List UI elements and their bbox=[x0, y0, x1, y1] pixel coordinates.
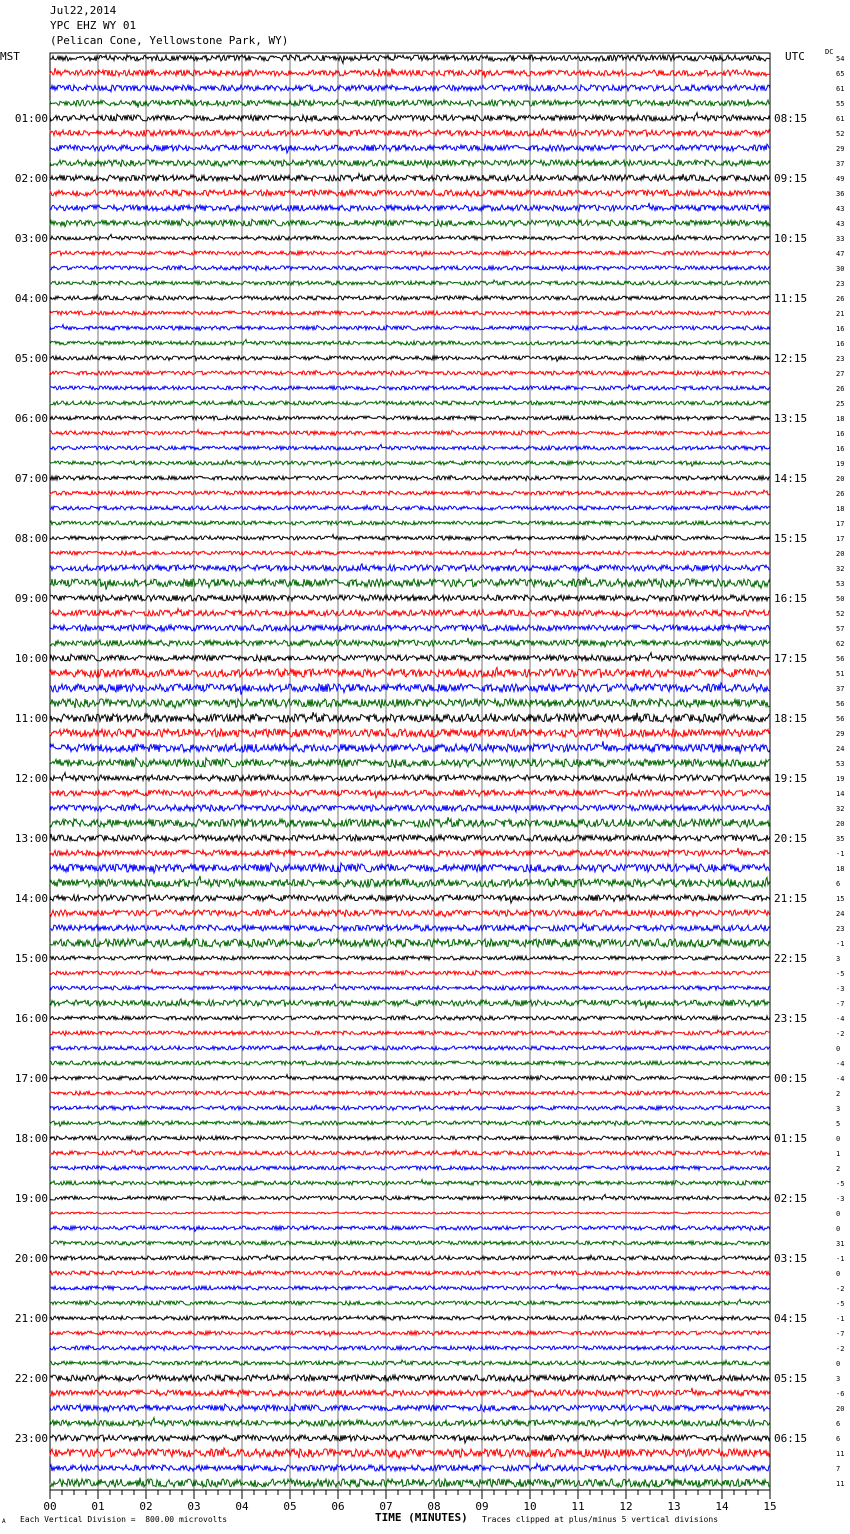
dc-offset-label: -1 bbox=[836, 940, 845, 948]
dc-offset-label: 20 bbox=[836, 550, 845, 558]
right-hour-label: 00:15 bbox=[774, 1072, 808, 1085]
dc-offset-label: -1 bbox=[836, 1315, 845, 1323]
x-axis-title: TIME (MINUTES) bbox=[375, 1511, 468, 1524]
seismic-trace bbox=[50, 999, 770, 1008]
x-tick-label: 07 bbox=[379, 1500, 393, 1513]
seismic-trace bbox=[50, 1241, 770, 1246]
seismic-trace bbox=[50, 521, 770, 525]
seismic-trace bbox=[50, 984, 770, 990]
right-axis-label: UTC bbox=[785, 50, 805, 63]
dc-offset-label: 52 bbox=[836, 130, 845, 138]
seismic-trace bbox=[50, 817, 770, 827]
dc-offset-label: 26 bbox=[836, 385, 845, 393]
seismic-trace bbox=[50, 295, 770, 300]
x-tick-label: 02 bbox=[139, 1500, 153, 1513]
seismic-trace bbox=[50, 863, 770, 873]
seismic-trace bbox=[50, 144, 770, 153]
left-hour-label: 13:00 bbox=[14, 832, 48, 845]
right-hour-label: 15:15 bbox=[774, 532, 808, 545]
seismic-trace bbox=[50, 1166, 770, 1170]
dc-offset-label: 0 bbox=[836, 1360, 841, 1368]
right-hour-label: 19:15 bbox=[774, 772, 808, 785]
right-hour-label: 02:15 bbox=[774, 1192, 808, 1205]
seismic-trace bbox=[50, 667, 770, 678]
seismic-trace bbox=[50, 1075, 770, 1081]
seismic-trace bbox=[50, 251, 770, 256]
dc-offset-label: 19 bbox=[836, 775, 845, 783]
dc-offset-label: -5 bbox=[836, 1300, 845, 1308]
x-tick-label: 01 bbox=[91, 1500, 105, 1513]
seismic-trace bbox=[50, 876, 770, 887]
dc-offset-label: -4 bbox=[836, 1075, 845, 1083]
seismic-trace bbox=[50, 1180, 770, 1186]
seismic-trace bbox=[50, 311, 770, 315]
dc-offset-label: 29 bbox=[836, 730, 845, 738]
dc-offset-label: 24 bbox=[836, 910, 845, 918]
left-hour-label: 08:00 bbox=[14, 532, 48, 545]
seismic-trace bbox=[50, 280, 770, 285]
seismic-trace bbox=[50, 266, 770, 271]
dc-offset-label: 6 bbox=[836, 1435, 841, 1443]
seismic-trace bbox=[50, 460, 770, 466]
dc-offset-label: 23 bbox=[836, 355, 845, 363]
seismic-trace bbox=[50, 834, 770, 841]
left-hour-label: 14:00 bbox=[14, 892, 48, 905]
seismic-trace bbox=[50, 1464, 770, 1471]
left-hour-label: 04:00 bbox=[14, 292, 48, 305]
dc-offset-label: 18 bbox=[836, 865, 845, 873]
right-hour-label: 20:15 bbox=[774, 832, 808, 845]
dc-offset-label: 16 bbox=[836, 325, 845, 333]
seismic-trace bbox=[50, 773, 770, 782]
dc-offset-label: 61 bbox=[836, 115, 845, 123]
dc-offset-label: 47 bbox=[836, 250, 845, 258]
right-hour-label: 04:15 bbox=[774, 1312, 808, 1325]
seismic-trace bbox=[50, 174, 770, 181]
dc-offset-label: 16 bbox=[836, 445, 845, 453]
dc-offset-label: -7 bbox=[836, 1330, 845, 1338]
dc-offset-label: 1 bbox=[836, 1150, 841, 1158]
dc-offset-label: 20 bbox=[836, 1405, 845, 1413]
dc-offset-label: 43 bbox=[836, 205, 845, 213]
left-hour-label: 18:00 bbox=[14, 1132, 48, 1145]
seismic-trace bbox=[50, 113, 770, 122]
dc-offset-label: 17 bbox=[836, 520, 845, 528]
seismic-trace bbox=[50, 1315, 770, 1320]
left-hour-label: 07:00 bbox=[14, 472, 48, 485]
dc-offset-label: 55 bbox=[836, 100, 845, 108]
dc-offset-label: 14 bbox=[836, 790, 845, 798]
dc-offset-label: 3 bbox=[836, 1105, 841, 1113]
x-tick-label: 12 bbox=[619, 1500, 633, 1513]
seismic-trace bbox=[50, 970, 770, 976]
seismic-trace bbox=[50, 1299, 770, 1305]
dc-offset-label: 18 bbox=[836, 415, 845, 423]
right-hour-label: 01:15 bbox=[774, 1132, 808, 1145]
right-hour-label: 10:15 bbox=[774, 232, 808, 245]
dc-offset-label: 2 bbox=[836, 1090, 841, 1098]
dc-offset-label: 65 bbox=[836, 70, 845, 78]
left-axis-label: MST bbox=[0, 50, 20, 63]
dc-offset-label: 30 bbox=[836, 265, 845, 273]
dc-offset-label: 53 bbox=[836, 760, 845, 768]
seismic-trace bbox=[50, 653, 770, 662]
dc-offset-label: 11 bbox=[836, 1450, 845, 1458]
seismic-trace bbox=[50, 371, 770, 376]
right-hour-label: 18:15 bbox=[774, 712, 808, 725]
dc-offset-label: 16 bbox=[836, 340, 845, 348]
dc-offset-label: 51 bbox=[836, 670, 845, 678]
seismic-trace bbox=[50, 476, 770, 481]
dc-offset-label: 20 bbox=[836, 475, 845, 483]
dc-offset-label: 20 bbox=[836, 820, 845, 828]
right-hour-label: 21:15 bbox=[774, 892, 808, 905]
dc-offset-label: -5 bbox=[836, 1180, 845, 1188]
dc-offset-label: 50 bbox=[836, 595, 845, 603]
seismic-trace bbox=[50, 924, 770, 931]
seismic-trace bbox=[50, 1212, 770, 1215]
x-tick-label: 05 bbox=[283, 1500, 297, 1513]
seismic-trace bbox=[50, 1418, 770, 1426]
dc-offset-label: 37 bbox=[836, 685, 845, 693]
right-hour-label: 16:15 bbox=[774, 592, 808, 605]
seismic-trace bbox=[50, 729, 770, 738]
dc-offset-label: 23 bbox=[836, 280, 845, 288]
dc-offset-label: 32 bbox=[836, 565, 845, 573]
seismic-trace bbox=[50, 490, 770, 496]
dc-offset-label: 0 bbox=[836, 1270, 841, 1278]
scale-marker: A bbox=[2, 1518, 6, 1525]
left-hour-label: 23:00 bbox=[14, 1432, 48, 1445]
dc-offset-label: 3 bbox=[836, 955, 841, 963]
seismic-trace bbox=[50, 683, 770, 695]
seismic-trace bbox=[50, 956, 770, 960]
seismic-trace bbox=[50, 578, 770, 590]
dc-offset-label: 52 bbox=[836, 610, 845, 618]
seismic-trace bbox=[50, 1478, 770, 1488]
seismic-trace bbox=[50, 1285, 770, 1291]
dc-offset-label: 54 bbox=[836, 55, 845, 63]
right-hour-label: 14:15 bbox=[774, 472, 808, 485]
right-hour-label: 09:15 bbox=[774, 172, 808, 185]
dc-offset-label: 33 bbox=[836, 235, 845, 243]
seismic-trace bbox=[50, 625, 770, 631]
seismic-trace bbox=[50, 549, 770, 555]
dc-offset-label: 2 bbox=[836, 1165, 841, 1173]
seismic-trace bbox=[50, 55, 770, 63]
seismic-trace bbox=[50, 1331, 770, 1336]
seismic-trace bbox=[50, 68, 770, 77]
seismic-trace bbox=[50, 609, 770, 617]
seismic-trace bbox=[50, 1404, 770, 1412]
seismic-trace bbox=[50, 712, 770, 722]
dc-offset-label: 56 bbox=[836, 655, 845, 663]
seismic-trace bbox=[50, 1271, 770, 1275]
left-hour-label: 21:00 bbox=[14, 1312, 48, 1325]
right-hour-label: 23:15 bbox=[774, 1012, 808, 1025]
x-tick-label: 09 bbox=[475, 1500, 489, 1513]
dc-offset-label: -3 bbox=[836, 1195, 845, 1203]
seismic-trace bbox=[50, 1045, 770, 1050]
x-tick-label: 06 bbox=[331, 1500, 345, 1513]
dc-offset-label: 36 bbox=[836, 190, 845, 198]
right-hour-label: 03:15 bbox=[774, 1252, 808, 1265]
seismic-trace bbox=[50, 416, 770, 420]
x-tick-label: 03 bbox=[187, 1500, 201, 1513]
x-tick-label: 10 bbox=[523, 1500, 537, 1513]
seismic-trace bbox=[50, 85, 770, 92]
x-tick-label: 14 bbox=[715, 1500, 729, 1513]
dc-offset-label: 17 bbox=[836, 535, 845, 543]
seismic-trace bbox=[50, 339, 770, 345]
dc-offset-label: 5 bbox=[836, 1120, 841, 1128]
dc-offset-label: 0 bbox=[836, 1225, 841, 1233]
left-hour-label: 09:00 bbox=[14, 592, 48, 605]
x-tick-label: 04 bbox=[235, 1500, 249, 1513]
dc-offset-label: 3 bbox=[836, 1375, 841, 1383]
left-hour-label: 17:00 bbox=[14, 1072, 48, 1085]
seismic-trace bbox=[50, 1346, 770, 1351]
dc-offset-label: 56 bbox=[836, 700, 845, 708]
left-hour-label: 10:00 bbox=[14, 652, 48, 665]
right-hour-label: 17:15 bbox=[774, 652, 808, 665]
dc-offset-label: 29 bbox=[836, 145, 845, 153]
left-hour-label: 03:00 bbox=[14, 232, 48, 245]
dc-offset-label: -2 bbox=[836, 1285, 845, 1293]
seismic-trace bbox=[50, 234, 770, 240]
seismic-trace bbox=[50, 400, 770, 405]
seismic-trace bbox=[50, 1375, 770, 1381]
right-hour-label: 08:15 bbox=[774, 112, 808, 125]
seismic-trace bbox=[50, 1121, 770, 1127]
dc-offset-label: 11 bbox=[836, 1480, 845, 1488]
seismic-trace bbox=[50, 564, 770, 572]
dc-offset-label: 7 bbox=[836, 1465, 841, 1473]
seismic-trace bbox=[50, 203, 770, 211]
right-hour-label: 06:15 bbox=[774, 1432, 808, 1445]
seismic-trace bbox=[50, 160, 770, 167]
dc-offset-label: 21 bbox=[836, 310, 845, 318]
left-hour-label: 16:00 bbox=[14, 1012, 48, 1025]
seismic-trace bbox=[50, 1030, 770, 1036]
right-hour-label: 05:15 bbox=[774, 1372, 808, 1385]
seismic-trace bbox=[50, 1089, 770, 1095]
dc-offset-label: 0 bbox=[836, 1210, 841, 1218]
dc-offset-label: 23 bbox=[836, 925, 845, 933]
dc-offset-label: -6 bbox=[836, 1390, 845, 1398]
header-date: Jul22,2014 bbox=[50, 4, 117, 17]
dc-offset-label: -2 bbox=[836, 1345, 845, 1353]
dc-offset-label: 27 bbox=[836, 370, 845, 378]
x-tick-label: 15 bbox=[763, 1500, 777, 1513]
dc-offset-label: 37 bbox=[836, 160, 845, 168]
right-hour-label: 22:15 bbox=[774, 952, 808, 965]
seismic-trace bbox=[50, 1136, 770, 1141]
dc-label: DC bbox=[825, 48, 834, 56]
dc-offset-label: 0 bbox=[836, 1045, 841, 1053]
dc-offset-label: 61 bbox=[836, 85, 845, 93]
seismic-trace bbox=[50, 219, 770, 227]
seismic-trace bbox=[50, 444, 770, 450]
left-hour-label: 02:00 bbox=[14, 172, 48, 185]
right-hour-label: 11:15 bbox=[774, 292, 808, 305]
x-tick-label: 13 bbox=[667, 1500, 681, 1513]
seismic-trace bbox=[50, 1388, 770, 1396]
dc-offset-label: 56 bbox=[836, 715, 845, 723]
dc-offset-label: 25 bbox=[836, 400, 845, 408]
seismic-trace bbox=[50, 895, 770, 903]
seismic-trace bbox=[50, 1194, 770, 1200]
seismic-trace bbox=[50, 129, 770, 137]
seismic-trace bbox=[50, 430, 770, 436]
left-hour-label: 15:00 bbox=[14, 952, 48, 965]
x-tick-label: 00 bbox=[43, 1500, 57, 1513]
dc-offset-label: 15 bbox=[836, 895, 845, 903]
seismic-trace bbox=[50, 385, 770, 390]
seismic-trace bbox=[50, 1255, 770, 1260]
header-location: (Pelican Cone, Yellowstone Park, WY) bbox=[50, 34, 289, 47]
dc-offset-label: 26 bbox=[836, 490, 845, 498]
seismic-trace bbox=[50, 1226, 770, 1232]
seismic-trace bbox=[50, 535, 770, 541]
seismic-trace bbox=[50, 804, 770, 812]
right-hour-label: 12:15 bbox=[774, 352, 808, 365]
seismic-trace bbox=[50, 595, 770, 602]
left-hour-label: 05:00 bbox=[14, 352, 48, 365]
dc-offset-label: 57 bbox=[836, 625, 845, 633]
left-hour-label: 20:00 bbox=[14, 1252, 48, 1265]
dc-offset-label: -5 bbox=[836, 970, 845, 978]
dc-offset-label: 35 bbox=[836, 835, 845, 843]
header-station: YPC EHZ WY 01 bbox=[50, 19, 137, 32]
dc-offset-label: 43 bbox=[836, 220, 845, 228]
seismic-trace bbox=[50, 848, 770, 856]
left-hour-label: 01:00 bbox=[14, 112, 48, 125]
x-tick-label: 08 bbox=[427, 1500, 441, 1513]
seismic-trace bbox=[50, 741, 770, 753]
dc-offset-label: -1 bbox=[836, 850, 845, 858]
seismic-trace bbox=[50, 790, 770, 798]
dc-offset-label: 49 bbox=[836, 175, 845, 183]
dc-offset-label: 53 bbox=[836, 580, 845, 588]
left-hour-label: 12:00 bbox=[14, 772, 48, 785]
dc-offset-label: 16 bbox=[836, 430, 845, 438]
seismic-trace bbox=[50, 505, 770, 510]
seismic-trace bbox=[50, 99, 770, 108]
x-tick-label: 11 bbox=[571, 1500, 585, 1513]
left-hour-label: 06:00 bbox=[14, 412, 48, 425]
dc-offset-label: -1 bbox=[836, 1255, 845, 1263]
dc-offset-label: 19 bbox=[836, 460, 845, 468]
clip-note: Traces clipped at plus/minus 5 vertical divisions bbox=[482, 1515, 719, 1524]
dc-offset-label: 31 bbox=[836, 1240, 845, 1248]
seismic-trace bbox=[50, 1448, 770, 1458]
dc-offset-label: -3 bbox=[836, 985, 845, 993]
dc-offset-label: 24 bbox=[836, 745, 845, 753]
seismic-trace bbox=[50, 699, 770, 708]
dc-offset-label: -4 bbox=[836, 1015, 845, 1023]
dc-offset-label: -7 bbox=[836, 1000, 845, 1008]
seismic-trace bbox=[50, 1105, 770, 1110]
dc-offset-label: 26 bbox=[836, 295, 845, 303]
left-hour-label: 19:00 bbox=[14, 1192, 48, 1205]
seismic-trace bbox=[50, 909, 770, 917]
seismic-trace bbox=[50, 1016, 770, 1021]
seismic-trace bbox=[50, 1360, 770, 1365]
dc-offset-label: 6 bbox=[836, 1420, 841, 1428]
dc-offset-label: 0 bbox=[836, 1135, 841, 1143]
seismic-trace bbox=[50, 638, 770, 647]
dc-offset-label: -4 bbox=[836, 1060, 845, 1068]
dc-offset-label: 6 bbox=[836, 880, 841, 888]
dc-offset-label: 62 bbox=[836, 640, 845, 648]
seismic-trace bbox=[50, 758, 770, 768]
scale-note: Each Vertical Division = 800.00 microvolts bbox=[20, 1515, 228, 1524]
dc-offset-label: 32 bbox=[836, 805, 845, 813]
seismic-trace bbox=[50, 355, 770, 361]
dc-offset-label: -2 bbox=[836, 1030, 845, 1038]
dc-offset-label: 18 bbox=[836, 505, 845, 513]
seismic-trace bbox=[50, 1150, 770, 1155]
seismic-trace bbox=[50, 325, 770, 331]
left-hour-label: 22:00 bbox=[14, 1372, 48, 1385]
right-hour-label: 13:15 bbox=[774, 412, 808, 425]
seismic-trace bbox=[50, 938, 770, 948]
left-hour-label: 11:00 bbox=[14, 712, 48, 725]
seismic-trace bbox=[50, 1061, 770, 1065]
seismic-trace bbox=[50, 190, 770, 196]
seismic-trace bbox=[50, 1435, 770, 1443]
